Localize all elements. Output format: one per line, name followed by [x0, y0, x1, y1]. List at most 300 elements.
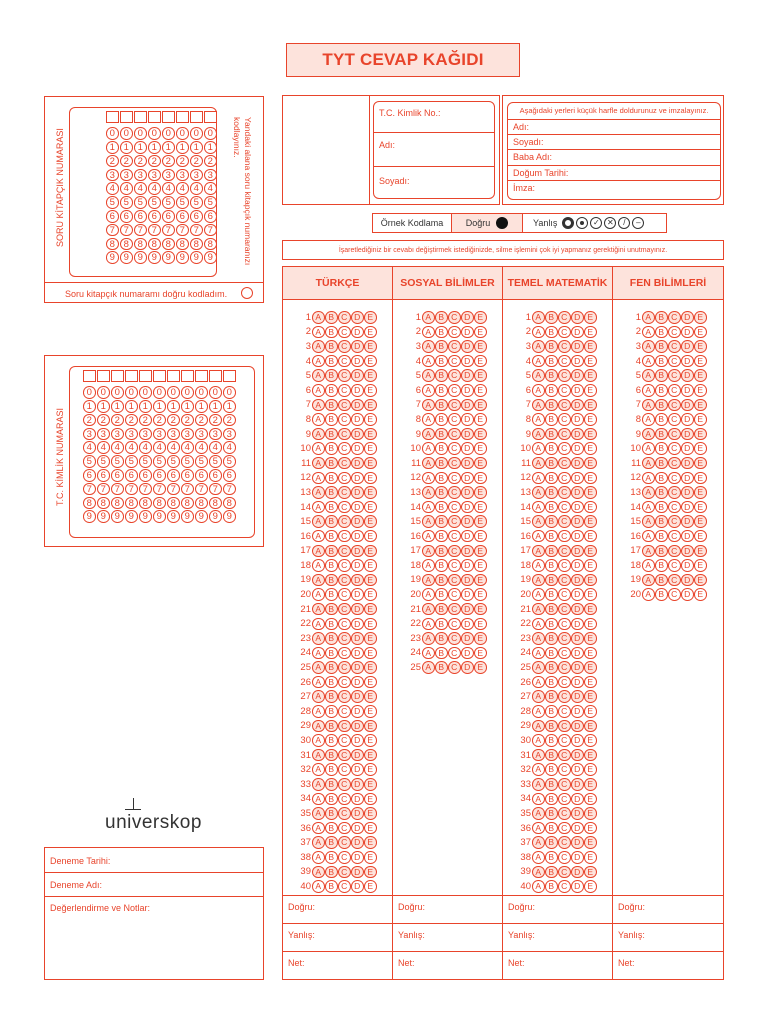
answer-bubble-c[interactable]: C: [448, 588, 461, 601]
answer-bubble-d[interactable]: D: [571, 632, 584, 645]
tc-digit-bubble[interactable]: 8: [223, 497, 236, 510]
answer-bubble-b[interactable]: B: [435, 457, 448, 470]
answer-bubble-d[interactable]: D: [351, 705, 364, 718]
answer-bubble-c[interactable]: C: [668, 399, 681, 412]
answer-bubble-a[interactable]: A: [312, 413, 325, 426]
answer-bubble-e[interactable]: E: [474, 486, 487, 499]
answer-bubble-b[interactable]: B: [545, 866, 558, 879]
answer-bubble-b[interactable]: B: [545, 851, 558, 864]
booklet-digit-bubble[interactable]: 2: [204, 155, 217, 168]
answer-bubble-b[interactable]: B: [325, 734, 338, 747]
booklet-digit-bubble[interactable]: 3: [162, 169, 175, 182]
booklet-digit-bubble[interactable]: 8: [176, 238, 189, 251]
tc-digit-bubble[interactable]: 4: [209, 441, 222, 454]
answer-bubble-b[interactable]: B: [545, 618, 558, 631]
answer-bubble-a[interactable]: A: [642, 559, 655, 572]
tc-digit-bubble[interactable]: 3: [223, 428, 236, 441]
booklet-digit-bubble[interactable]: 3: [176, 169, 189, 182]
answer-bubble-d[interactable]: D: [571, 326, 584, 339]
answer-bubble-c[interactable]: C: [338, 501, 351, 514]
answer-bubble-c[interactable]: C: [448, 428, 461, 441]
answer-bubble-c[interactable]: C: [558, 763, 571, 776]
answer-bubble-c[interactable]: C: [338, 384, 351, 397]
answer-bubble-c[interactable]: C: [338, 632, 351, 645]
answer-bubble-b[interactable]: B: [325, 851, 338, 864]
tc-digit-bubble[interactable]: 2: [125, 414, 138, 427]
answer-bubble-c[interactable]: C: [338, 749, 351, 762]
booklet-digit-bubble[interactable]: 6: [106, 210, 119, 223]
answer-bubble-e[interactable]: E: [474, 326, 487, 339]
answer-bubble-e[interactable]: E: [694, 413, 707, 426]
answer-bubble-a[interactable]: A: [422, 413, 435, 426]
tc-digit-bubble[interactable]: 2: [181, 414, 194, 427]
answer-bubble-e[interactable]: E: [474, 588, 487, 601]
answer-bubble-c[interactable]: C: [338, 545, 351, 558]
answer-bubble-b[interactable]: B: [655, 501, 668, 514]
answer-bubble-b[interactable]: B: [325, 588, 338, 601]
answer-bubble-b[interactable]: B: [325, 720, 338, 733]
answer-bubble-d[interactable]: D: [351, 486, 364, 499]
answer-bubble-d[interactable]: D: [351, 647, 364, 660]
answer-bubble-d[interactable]: D: [351, 428, 364, 441]
answer-bubble-e[interactable]: E: [474, 618, 487, 631]
tc-digit-bubble[interactable]: 4: [167, 441, 180, 454]
answer-bubble-e[interactable]: E: [364, 428, 377, 441]
booklet-digit-bubble[interactable]: 6: [162, 210, 175, 223]
answer-bubble-c[interactable]: C: [448, 647, 461, 660]
answer-bubble-b[interactable]: B: [325, 574, 338, 587]
answer-bubble-a[interactable]: A: [312, 880, 325, 893]
answer-bubble-d[interactable]: D: [351, 326, 364, 339]
booklet-digit-bubble[interactable]: 1: [190, 141, 203, 154]
answer-bubble-c[interactable]: C: [338, 472, 351, 485]
answer-bubble-d[interactable]: D: [571, 472, 584, 485]
answer-bubble-d[interactable]: D: [571, 822, 584, 835]
booklet-digit-bubble[interactable]: 6: [176, 210, 189, 223]
answer-bubble-d[interactable]: D: [351, 340, 364, 353]
answer-bubble-e[interactable]: E: [364, 457, 377, 470]
tc-digit-bubble[interactable]: 9: [223, 510, 236, 523]
personal-field[interactable]: [507, 134, 721, 149]
answer-bubble-d[interactable]: D: [351, 690, 364, 703]
tc-digit-bubble[interactable]: 6: [181, 469, 194, 482]
tc-digit-bubble[interactable]: 3: [139, 428, 152, 441]
answer-bubble-a[interactable]: A: [642, 369, 655, 382]
answer-bubble-c[interactable]: C: [558, 384, 571, 397]
answer-bubble-b[interactable]: B: [545, 778, 558, 791]
answer-bubble-b[interactable]: B: [325, 880, 338, 893]
answer-bubble-e[interactable]: E: [474, 399, 487, 412]
answer-bubble-a[interactable]: A: [312, 618, 325, 631]
booklet-digit-bubble[interactable]: 2: [162, 155, 175, 168]
exam-date-field[interactable]: [45, 872, 263, 873]
answer-bubble-e[interactable]: E: [584, 340, 597, 353]
answer-bubble-e[interactable]: E: [584, 749, 597, 762]
answer-bubble-c[interactable]: C: [558, 618, 571, 631]
tc-digit-bubble[interactable]: 9: [153, 510, 166, 523]
answer-bubble-a[interactable]: A: [422, 472, 435, 485]
answer-bubble-b[interactable]: B: [325, 399, 338, 412]
answer-bubble-b[interactable]: B: [655, 530, 668, 543]
answer-bubble-b[interactable]: B: [325, 355, 338, 368]
answer-bubble-a[interactable]: A: [312, 632, 325, 645]
answer-bubble-a[interactable]: A: [532, 676, 545, 689]
tc-digit-bubble[interactable]: 7: [223, 483, 236, 496]
answer-bubble-d[interactable]: D: [461, 632, 474, 645]
answer-bubble-b[interactable]: B: [435, 442, 448, 455]
answer-bubble-b[interactable]: B: [435, 545, 448, 558]
answer-bubble-d[interactable]: D: [681, 384, 694, 397]
answer-bubble-b[interactable]: B: [545, 807, 558, 820]
booklet-digit-bubble[interactable]: 4: [148, 182, 161, 195]
answer-bubble-b[interactable]: B: [545, 676, 558, 689]
booklet-write-box[interactable]: [106, 111, 119, 123]
tc-write-box[interactable]: [139, 370, 152, 382]
answer-bubble-c[interactable]: C: [558, 866, 571, 879]
answer-bubble-a[interactable]: A: [422, 574, 435, 587]
answer-bubble-d[interactable]: D: [571, 515, 584, 528]
answer-bubble-c[interactable]: C: [448, 515, 461, 528]
answer-bubble-d[interactable]: D: [571, 836, 584, 849]
answer-bubble-c[interactable]: C: [338, 559, 351, 572]
answer-bubble-e[interactable]: E: [584, 676, 597, 689]
answer-bubble-c[interactable]: C: [338, 836, 351, 849]
answer-bubble-a[interactable]: A: [642, 530, 655, 543]
answer-bubble-e[interactable]: E: [364, 311, 377, 324]
answer-bubble-e[interactable]: E: [474, 413, 487, 426]
booklet-digit-bubble[interactable]: 0: [190, 127, 203, 140]
answer-bubble-b[interactable]: B: [655, 442, 668, 455]
answer-bubble-d[interactable]: D: [461, 311, 474, 324]
answer-bubble-a[interactable]: A: [642, 355, 655, 368]
answer-bubble-a[interactable]: A: [312, 442, 325, 455]
answer-bubble-b[interactable]: B: [325, 530, 338, 543]
answer-bubble-a[interactable]: A: [422, 355, 435, 368]
booklet-digit-bubble[interactable]: 2: [190, 155, 203, 168]
answer-bubble-e[interactable]: E: [584, 545, 597, 558]
answer-bubble-d[interactable]: D: [351, 734, 364, 747]
answer-bubble-e[interactable]: E: [364, 472, 377, 485]
answer-bubble-b[interactable]: B: [545, 472, 558, 485]
result-field[interactable]: [503, 895, 612, 923]
tc-digit-bubble[interactable]: 2: [97, 414, 110, 427]
answer-bubble-a[interactable]: A: [422, 545, 435, 558]
answer-bubble-c[interactable]: C: [668, 588, 681, 601]
answer-bubble-d[interactable]: D: [351, 457, 364, 470]
answer-bubble-c[interactable]: C: [558, 486, 571, 499]
answer-bubble-c[interactable]: C: [338, 661, 351, 674]
answer-bubble-e[interactable]: E: [364, 574, 377, 587]
answer-bubble-a[interactable]: A: [532, 326, 545, 339]
answer-bubble-b[interactable]: B: [325, 690, 338, 703]
answer-bubble-a[interactable]: A: [532, 486, 545, 499]
answer-bubble-b[interactable]: B: [545, 457, 558, 470]
booklet-digit-bubble[interactable]: 8: [190, 238, 203, 251]
tc-digit-bubble[interactable]: 4: [83, 441, 96, 454]
answer-bubble-c[interactable]: C: [448, 340, 461, 353]
answer-bubble-e[interactable]: E: [584, 661, 597, 674]
answer-bubble-a[interactable]: A: [642, 515, 655, 528]
answer-bubble-e[interactable]: E: [364, 749, 377, 762]
answer-bubble-e[interactable]: E: [584, 399, 597, 412]
answer-bubble-b[interactable]: B: [545, 340, 558, 353]
answer-bubble-c[interactable]: C: [668, 311, 681, 324]
answer-bubble-c[interactable]: C: [558, 413, 571, 426]
answer-bubble-e[interactable]: E: [474, 515, 487, 528]
answer-bubble-a[interactable]: A: [532, 734, 545, 747]
answer-bubble-b[interactable]: B: [325, 501, 338, 514]
result-field[interactable]: [393, 895, 502, 923]
tc-digit-bubble[interactable]: 8: [195, 497, 208, 510]
answer-bubble-b[interactable]: B: [545, 428, 558, 441]
answer-bubble-b[interactable]: B: [655, 588, 668, 601]
answer-bubble-e[interactable]: E: [584, 632, 597, 645]
answer-bubble-c[interactable]: C: [668, 515, 681, 528]
answer-bubble-e[interactable]: E: [474, 661, 487, 674]
tc-digit-bubble[interactable]: 2: [167, 414, 180, 427]
answer-bubble-a[interactable]: A: [642, 428, 655, 441]
answer-bubble-c[interactable]: C: [668, 559, 681, 572]
answer-bubble-d[interactable]: D: [571, 413, 584, 426]
answer-bubble-d[interactable]: D: [681, 588, 694, 601]
answer-bubble-d[interactable]: D: [461, 603, 474, 616]
answer-bubble-b[interactable]: B: [545, 588, 558, 601]
answer-bubble-c[interactable]: C: [668, 369, 681, 382]
answer-bubble-a[interactable]: A: [422, 384, 435, 397]
answer-bubble-a[interactable]: A: [422, 501, 435, 514]
answer-bubble-e[interactable]: E: [364, 807, 377, 820]
answer-bubble-e[interactable]: E: [364, 705, 377, 718]
answer-bubble-c[interactable]: C: [338, 676, 351, 689]
answer-bubble-b[interactable]: B: [655, 413, 668, 426]
answer-bubble-a[interactable]: A: [642, 501, 655, 514]
booklet-digit-bubble[interactable]: 7: [162, 224, 175, 237]
answer-bubble-a[interactable]: A: [532, 793, 545, 806]
answer-bubble-a[interactable]: A: [312, 399, 325, 412]
answer-bubble-d[interactable]: D: [571, 661, 584, 674]
answer-bubble-e[interactable]: E: [364, 763, 377, 776]
booklet-digit-bubble[interactable]: 3: [148, 169, 161, 182]
answer-bubble-a[interactable]: A: [642, 384, 655, 397]
answer-bubble-d[interactable]: D: [461, 369, 474, 382]
answer-bubble-d[interactable]: D: [681, 515, 694, 528]
answer-bubble-e[interactable]: E: [474, 442, 487, 455]
answer-bubble-b[interactable]: B: [435, 647, 448, 660]
answer-bubble-a[interactable]: A: [532, 340, 545, 353]
answer-bubble-c[interactable]: C: [558, 836, 571, 849]
answer-bubble-b[interactable]: B: [655, 326, 668, 339]
answer-bubble-e[interactable]: E: [364, 632, 377, 645]
answer-bubble-b[interactable]: B: [545, 734, 558, 747]
answer-bubble-c[interactable]: C: [338, 880, 351, 893]
personal-field[interactable]: [507, 165, 721, 180]
answer-bubble-c[interactable]: C: [448, 486, 461, 499]
answer-bubble-b[interactable]: B: [545, 749, 558, 762]
booklet-digit-bubble[interactable]: 0: [204, 127, 217, 140]
answer-bubble-a[interactable]: A: [422, 311, 435, 324]
answer-bubble-a[interactable]: A: [642, 326, 655, 339]
answer-bubble-c[interactable]: C: [448, 369, 461, 382]
answer-bubble-e[interactable]: E: [364, 661, 377, 674]
result-field[interactable]: [393, 951, 502, 979]
answer-bubble-b[interactable]: B: [655, 428, 668, 441]
answer-bubble-c[interactable]: C: [558, 822, 571, 835]
answer-bubble-d[interactable]: D: [351, 603, 364, 616]
answer-bubble-c[interactable]: C: [558, 515, 571, 528]
answer-bubble-a[interactable]: A: [532, 749, 545, 762]
answer-bubble-a[interactable]: A: [312, 340, 325, 353]
tc-digit-bubble[interactable]: 0: [111, 386, 124, 399]
answer-bubble-e[interactable]: E: [364, 413, 377, 426]
booklet-digit-bubble[interactable]: 5: [106, 196, 119, 209]
answer-bubble-c[interactable]: C: [448, 501, 461, 514]
answer-bubble-c[interactable]: C: [448, 574, 461, 587]
answer-bubble-e[interactable]: E: [364, 588, 377, 601]
answer-bubble-d[interactable]: D: [571, 442, 584, 455]
answer-bubble-d[interactable]: D: [461, 661, 474, 674]
answer-bubble-d[interactable]: D: [571, 340, 584, 353]
tc-digit-bubble[interactable]: 6: [125, 469, 138, 482]
answer-bubble-d[interactable]: D: [351, 545, 364, 558]
tc-write-box[interactable]: [125, 370, 138, 382]
booklet-digit-bubble[interactable]: 0: [176, 127, 189, 140]
answer-bubble-e[interactable]: E: [364, 778, 377, 791]
answer-bubble-c[interactable]: C: [558, 472, 571, 485]
answer-bubble-a[interactable]: A: [422, 559, 435, 572]
booklet-digit-bubble[interactable]: 5: [134, 196, 147, 209]
answer-bubble-d[interactable]: D: [351, 676, 364, 689]
booklet-digit-bubble[interactable]: 6: [190, 210, 203, 223]
booklet-digit-bubble[interactable]: 5: [162, 196, 175, 209]
answer-bubble-b[interactable]: B: [325, 822, 338, 835]
tc-digit-bubble[interactable]: 6: [195, 469, 208, 482]
booklet-write-box[interactable]: [120, 111, 133, 123]
answer-bubble-a[interactable]: A: [312, 457, 325, 470]
booklet-digit-bubble[interactable]: 3: [204, 169, 217, 182]
answer-bubble-e[interactable]: E: [364, 647, 377, 660]
answer-bubble-c[interactable]: C: [558, 632, 571, 645]
answer-bubble-c[interactable]: C: [448, 442, 461, 455]
answer-bubble-e[interactable]: E: [694, 355, 707, 368]
answer-bubble-e[interactable]: E: [584, 486, 597, 499]
result-field[interactable]: [503, 923, 612, 951]
answer-bubble-a[interactable]: A: [422, 661, 435, 674]
answer-bubble-c[interactable]: C: [668, 574, 681, 587]
tc-digit-bubble[interactable]: 4: [139, 441, 152, 454]
tc-digit-bubble[interactable]: 5: [153, 455, 166, 468]
tc-digit-bubble[interactable]: 8: [111, 497, 124, 510]
answer-bubble-b[interactable]: B: [545, 574, 558, 587]
tc-digit-bubble[interactable]: 1: [111, 400, 124, 413]
answer-bubble-e[interactable]: E: [694, 340, 707, 353]
answer-bubble-c[interactable]: C: [558, 690, 571, 703]
answer-bubble-d[interactable]: D: [351, 866, 364, 879]
answer-bubble-a[interactable]: A: [312, 472, 325, 485]
booklet-confirm-bubble[interactable]: [241, 287, 253, 299]
answer-bubble-b[interactable]: B: [325, 384, 338, 397]
answer-bubble-d[interactable]: D: [681, 501, 694, 514]
answer-bubble-e[interactable]: E: [364, 369, 377, 382]
tc-digit-bubble[interactable]: 3: [125, 428, 138, 441]
answer-bubble-d[interactable]: D: [571, 311, 584, 324]
tc-digit-bubble[interactable]: 7: [83, 483, 96, 496]
tc-digit-bubble[interactable]: 0: [181, 386, 194, 399]
answer-bubble-e[interactable]: E: [474, 574, 487, 587]
tc-digit-bubble[interactable]: 8: [125, 497, 138, 510]
answer-bubble-b[interactable]: B: [545, 647, 558, 660]
answer-bubble-d[interactable]: D: [351, 763, 364, 776]
answer-bubble-d[interactable]: D: [681, 428, 694, 441]
answer-bubble-a[interactable]: A: [422, 618, 435, 631]
answer-bubble-d[interactable]: D: [681, 326, 694, 339]
tc-digit-bubble[interactable]: 5: [209, 455, 222, 468]
answer-bubble-e[interactable]: E: [584, 384, 597, 397]
answer-bubble-a[interactable]: A: [532, 559, 545, 572]
booklet-digit-bubble[interactable]: 3: [120, 169, 133, 182]
answer-bubble-b[interactable]: B: [545, 559, 558, 572]
answer-bubble-d[interactable]: D: [351, 501, 364, 514]
answer-bubble-d[interactable]: D: [681, 486, 694, 499]
answer-bubble-b[interactable]: B: [325, 559, 338, 572]
answer-bubble-e[interactable]: E: [694, 384, 707, 397]
answer-bubble-d[interactable]: D: [461, 588, 474, 601]
booklet-write-box[interactable]: [162, 111, 175, 123]
answer-bubble-a[interactable]: A: [422, 515, 435, 528]
tc-digit-bubble[interactable]: 3: [181, 428, 194, 441]
answer-bubble-b[interactable]: B: [655, 515, 668, 528]
booklet-digit-bubble[interactable]: 7: [134, 224, 147, 237]
booklet-digit-bubble[interactable]: 9: [120, 251, 133, 264]
answer-bubble-a[interactable]: A: [532, 880, 545, 893]
booklet-write-box[interactable]: [190, 111, 203, 123]
answer-bubble-e[interactable]: E: [584, 457, 597, 470]
tc-digit-bubble[interactable]: 9: [139, 510, 152, 523]
answer-bubble-d[interactable]: D: [351, 311, 364, 324]
answer-bubble-e[interactable]: E: [474, 457, 487, 470]
answer-bubble-a[interactable]: A: [422, 442, 435, 455]
answer-bubble-b[interactable]: B: [325, 311, 338, 324]
answer-bubble-e[interactable]: E: [474, 501, 487, 514]
answer-bubble-a[interactable]: A: [312, 836, 325, 849]
answer-bubble-b[interactable]: B: [545, 763, 558, 776]
booklet-digit-bubble[interactable]: 7: [190, 224, 203, 237]
answer-bubble-b[interactable]: B: [545, 311, 558, 324]
tc-digit-bubble[interactable]: 6: [167, 469, 180, 482]
answer-bubble-a[interactable]: A: [532, 763, 545, 776]
answer-bubble-a[interactable]: A: [312, 559, 325, 572]
booklet-digit-bubble[interactable]: 9: [176, 251, 189, 264]
answer-bubble-c[interactable]: C: [558, 676, 571, 689]
answer-bubble-a[interactable]: A: [312, 851, 325, 864]
answer-bubble-c[interactable]: C: [558, 545, 571, 558]
answer-bubble-c[interactable]: C: [338, 822, 351, 835]
answer-bubble-c[interactable]: C: [668, 442, 681, 455]
answer-bubble-d[interactable]: D: [571, 574, 584, 587]
answer-bubble-b[interactable]: B: [655, 384, 668, 397]
answer-bubble-d[interactable]: D: [351, 574, 364, 587]
answer-bubble-e[interactable]: E: [584, 311, 597, 324]
answer-bubble-b[interactable]: B: [325, 793, 338, 806]
answer-bubble-d[interactable]: D: [351, 807, 364, 820]
answer-bubble-b[interactable]: B: [435, 515, 448, 528]
answer-bubble-a[interactable]: A: [312, 501, 325, 514]
answer-bubble-a[interactable]: A: [532, 530, 545, 543]
tc-digit-bubble[interactable]: 2: [139, 414, 152, 427]
answer-bubble-d[interactable]: D: [681, 340, 694, 353]
tc-digit-bubble[interactable]: 6: [83, 469, 96, 482]
answer-bubble-c[interactable]: C: [558, 311, 571, 324]
booklet-digit-bubble[interactable]: 2: [120, 155, 133, 168]
